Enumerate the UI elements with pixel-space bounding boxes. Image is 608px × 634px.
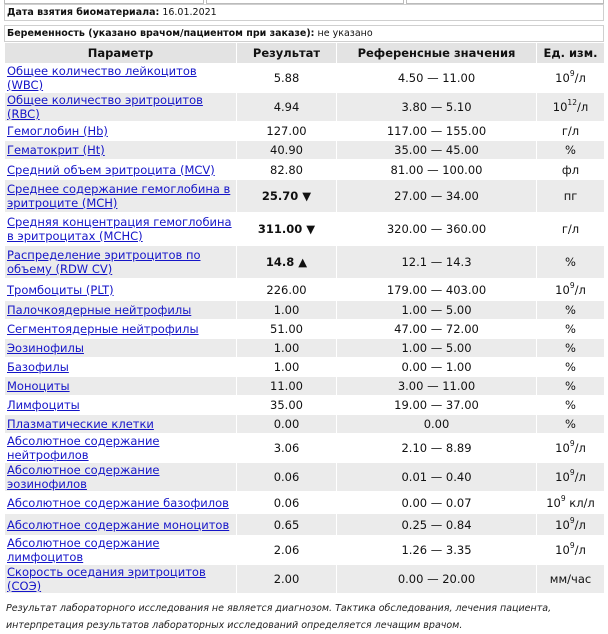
unit-cell [537,536,605,565]
biomaterial-date-label: Дата взятия биоматериала: [7,7,160,18]
result-cell: 1.00 [237,339,337,358]
result-cell: 0.65 [237,514,337,536]
table-row [5,396,605,415]
reference-cell: 4.50 — 11.00 [337,64,537,93]
reference-cell: 35.00 — 45.00 [337,141,537,160]
table-row [5,434,605,463]
header-unit: Ед. изм. [537,43,605,64]
parameter-cell [5,358,237,377]
lab-report [4,0,604,634]
unit-tail: /л [574,71,586,85]
reference-cell: 1.26 — 3.35 [337,536,537,565]
parameter-link[interactable]: Эозинофилы [7,341,84,355]
reference-cell: 0.00 [337,415,537,434]
parameter-cell [5,415,237,434]
unit-cell: фл [537,160,605,180]
unit-tail: /л [574,282,586,297]
parameter-cell [5,565,237,594]
parameter-link[interactable]: Средний объем эритроцита (MCV) [7,162,215,177]
parameter-link[interactable]: Общее количество эритроцитов (RBC) [7,93,203,121]
parameter-link[interactable]: Сегментоядерные нейтрофилы [7,322,199,336]
table-row [5,160,605,180]
table-row [5,320,605,339]
result-cell: 25.70 ▼ [237,180,337,213]
parameter-link[interactable]: Абсолютное содержание эозинофилов [7,463,160,491]
unit-base: 10 [555,71,570,85]
parameter-cell [5,463,237,492]
header-parameter: Параметр [5,43,237,64]
result-cell: 82.80 [237,160,337,180]
unit-cell: мм/час [537,565,605,594]
table-row [5,122,605,141]
table-row [5,339,605,358]
table-row [5,492,605,514]
unit-exponent: 12 [567,98,577,107]
unit-cell [537,434,605,463]
parameter-cell [5,396,237,415]
pregnancy-label: Беременность (указано врачом/пациентом при заказе): [7,28,315,39]
table-row [5,246,605,279]
header-reference: Референсные значения [337,43,537,64]
reference-cell: 27.00 — 34.00 [337,180,537,213]
reference-cell: 0.00 — 0.07 [337,492,537,514]
unit-tail: /л [574,517,586,532]
unit-exponent: 9 [569,515,575,525]
result-cell: 2.00 [237,565,337,594]
result-cell: 11.00 [237,377,337,396]
unit-base: 10 [552,100,568,114]
parameter-cell [5,180,237,213]
unit-base: 10 [555,282,570,297]
reference-cell: 47.00 — 72.00 [337,320,537,339]
parameter-cell [5,536,237,565]
table-row [5,463,605,492]
unit-tail: /л [574,543,586,557]
table-row [5,213,605,246]
parameter-cell [5,339,237,358]
unit-exponent: 9 [569,468,575,477]
parameter-cell [5,434,237,463]
reference-cell: 0.01 — 0.40 [337,463,537,492]
unit-exponent: 9 [569,280,575,290]
result-cell: 0.06 [237,492,337,514]
result-cell: 127.00 [237,122,337,141]
unit-cell: % [537,339,605,358]
parameter-link[interactable]: Гематокрит (Ht) [7,143,105,157]
unit-exponent: 9 [569,439,575,448]
parameter-cell [5,160,237,180]
unit-tail: кл/л [565,495,595,510]
result-cell: 0.06 [237,463,337,492]
parameter-link[interactable]: Тромбоциты (PLT) [7,282,114,297]
result-cell: 2.06 [237,536,337,565]
table-row [5,536,605,565]
reference-cell: 320.00 — 360.00 [337,213,537,246]
reference-cell: 2.10 — 8.89 [337,434,537,463]
parameter-cell [5,492,237,514]
unit-exponent: 9 [560,493,566,503]
table-row [5,415,605,434]
reference-cell: 1.00 — 5.00 [337,301,537,320]
result-cell: 226.00 [237,279,337,301]
parameter-link[interactable]: Палочкоядерные нейтрофилы [7,303,192,317]
parameter-link[interactable]: Гемоглобин (Hb) [7,124,108,138]
unit-cell [537,93,605,122]
unit-cell [537,514,605,536]
parameter-link[interactable]: Средняя концентрация гемоглобина в эритроцитах (MCHC) [7,215,232,243]
top-cell [406,0,604,4]
unit-exponent: 9 [569,69,575,78]
parameter-cell [5,514,237,536]
result-cell: 3.06 [237,434,337,463]
result-cell: 40.90 [237,141,337,160]
top-cell [206,0,404,4]
unit-cell: % [537,358,605,377]
top-cell [4,0,204,4]
unit-cell [537,279,605,301]
unit-cell: % [537,377,605,396]
parameter-cell [5,93,237,122]
unit-tail: /л [576,100,589,114]
unit-tail: /л [574,470,586,484]
result-cell: 311.00 ▼ [237,213,337,246]
parameter-cell [5,279,237,301]
result-cell: 35.00 [237,396,337,415]
table-row [5,358,605,377]
unit-exponent: 9 [569,541,575,550]
result-cell: 4.94 [237,93,337,122]
reference-cell: 3.00 — 11.00 [337,377,537,396]
reference-cell: 81.00 — 100.00 [337,160,537,180]
table-row [5,64,605,93]
unit-cell [537,492,605,514]
parameter-cell [5,377,237,396]
reference-cell: 19.00 — 37.00 [337,396,537,415]
parameter-link[interactable]: Абсолютное содержание нейтрофилов [7,434,160,462]
parameter-cell [5,213,237,246]
unit-cell [537,463,605,492]
table-row [5,301,605,320]
header-result: Результат [237,43,337,64]
reference-cell: 3.80 — 5.10 [337,93,537,122]
parameter-link[interactable]: Скорость оседания эритроцитов (СОЭ) [7,565,206,593]
unit-cell: % [537,415,605,434]
reference-cell: 0.00 — 1.00 [337,358,537,377]
unit-base: 10 [555,517,570,532]
result-cell: 5.88 [237,64,337,93]
reference-cell: 0.00 — 20.00 [337,565,537,594]
parameter-link[interactable]: Абсолютное содержание базофилов [7,495,229,510]
parameter-cell [5,246,237,279]
parameter-cell [5,320,237,339]
unit-base: 10 [546,495,561,510]
table-row [5,141,605,160]
unit-cell: г/л [537,213,605,246]
results-body [5,64,605,594]
table-row [5,514,605,536]
parameter-cell [5,141,237,160]
parameter-link[interactable]: Среднее содержание гемоглобина в эритроците (MCH) [7,182,231,210]
biomaterial-date-value: 16.01.2021 [162,7,217,18]
parameter-link[interactable]: Моноциты [7,379,70,393]
result-cell: 1.00 [237,358,337,377]
result-cell: 14.8 ▲ [237,246,337,279]
parameter-link[interactable]: Распределение эритроцитов по объему (RDW CV) [7,248,201,276]
biomaterial-date-row [4,4,604,21]
result-cell: 51.00 [237,320,337,339]
unit-tail: /л [574,441,586,455]
unit-cell: пг [537,180,605,213]
table-row [5,180,605,213]
reference-cell: 1.00 — 5.00 [337,339,537,358]
parameter-cell [5,301,237,320]
parameter-link[interactable]: Плазматические клетки [7,417,154,431]
parameter-link[interactable]: Лимфоциты [7,398,80,412]
unit-cell: % [537,141,605,160]
unit-cell: % [537,301,605,320]
top-strip [4,0,604,4]
pregnancy-value: не указано [317,28,373,39]
results-table [4,42,605,594]
table-row [5,279,605,301]
table-row [5,377,605,396]
disclaimer: Результат лабораторного исследования не является диагнозом. Тактика обследования, лечения пациента, интерпретация результатов лабораторных исследований определяется лечащим врачом. [6,603,552,631]
unit-cell [537,64,605,93]
parameter-link[interactable]: Общее количество лейкоцитов (WBC) [7,64,197,92]
parameter-link[interactable]: Базофилы [7,360,69,374]
parameter-link[interactable]: Абсолютное содержание лимфоцитов [7,536,160,564]
unit-cell: % [537,246,605,279]
reference-cell: 179.00 — 403.00 [337,279,537,301]
reference-cell: 12.1 — 14.3 [337,246,537,279]
unit-cell: % [537,396,605,415]
parameter-link[interactable]: Абсолютное содержание моноцитов [7,517,230,532]
table-row [5,565,605,594]
unit-base: 10 [555,441,570,455]
pregnancy-row [4,25,604,42]
parameter-cell [5,122,237,141]
table-row [5,93,605,122]
unit-base: 10 [555,543,570,557]
unit-cell: г/л [537,122,605,141]
parameter-cell [5,64,237,93]
reference-cell: 0.25 — 0.84 [337,514,537,536]
reference-cell: 117.00 — 155.00 [337,122,537,141]
result-cell: 1.00 [237,301,337,320]
unit-base: 10 [555,470,570,484]
table-header-row [5,43,605,64]
result-cell: 0.00 [237,415,337,434]
unit-cell: % [537,320,605,339]
